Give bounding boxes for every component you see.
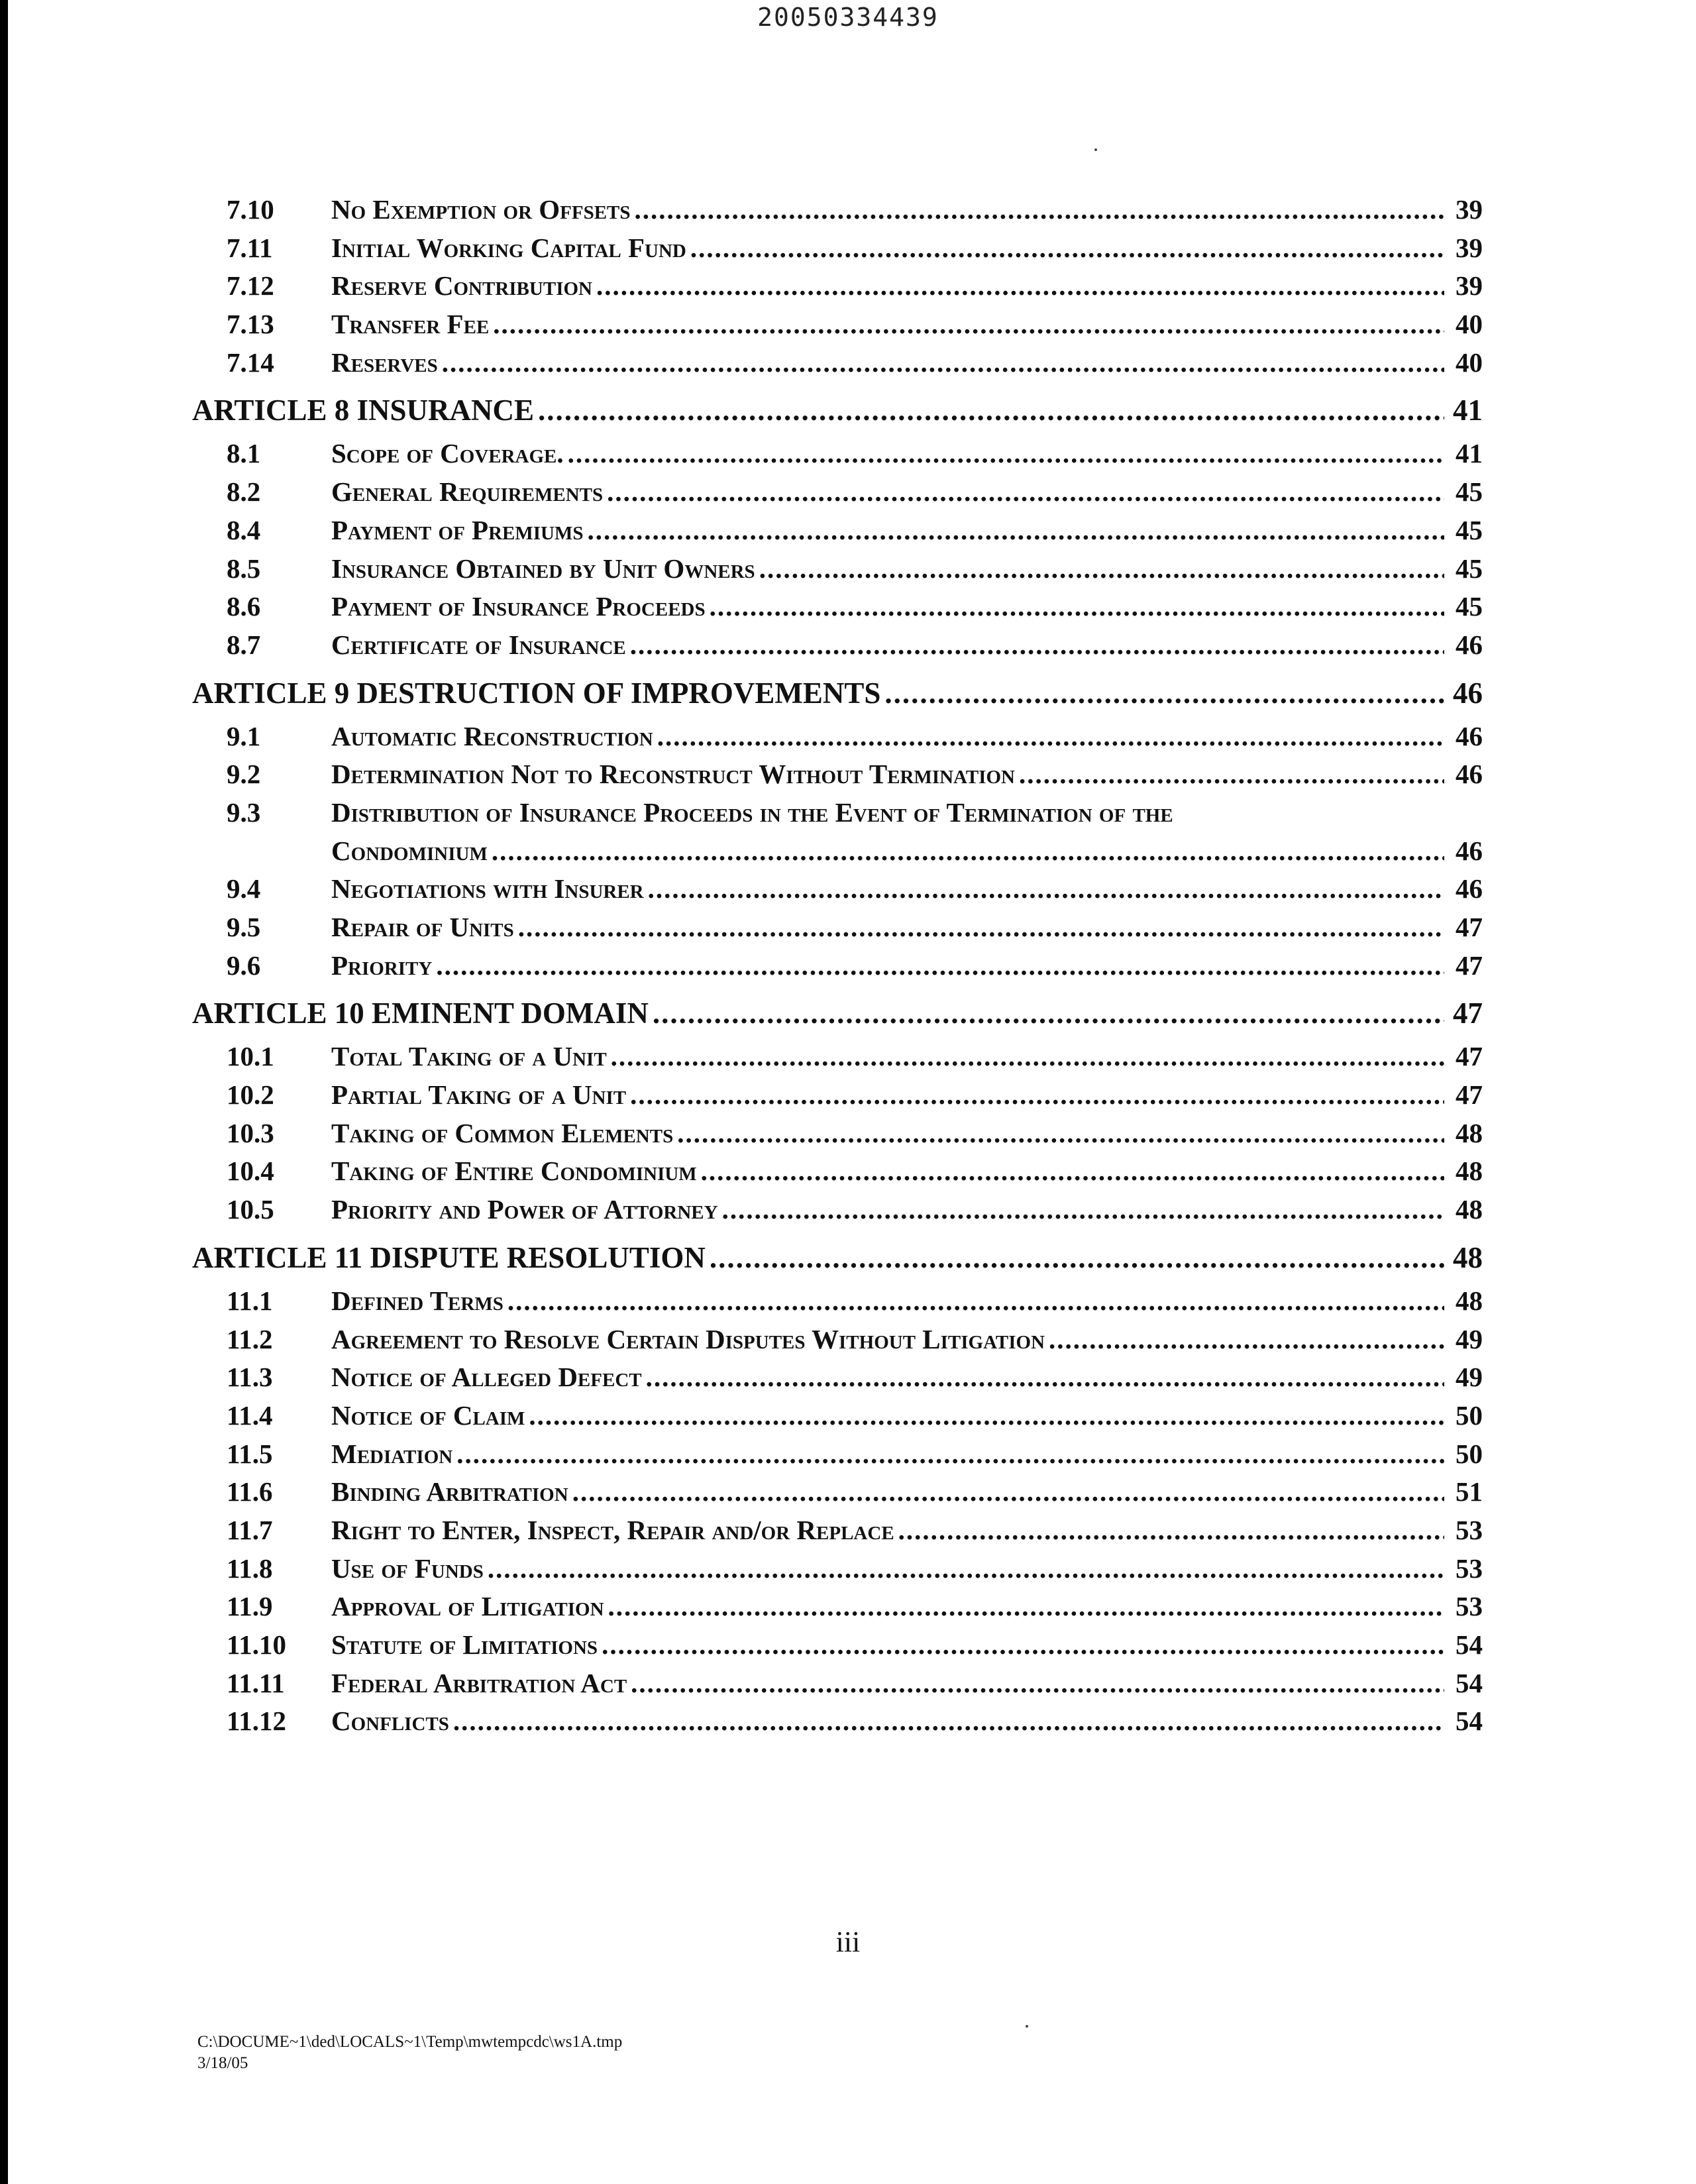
page-number: 54	[1456, 1667, 1483, 1698]
section-title: Transfer Fee	[331, 309, 490, 340]
section-title-line1: Distribution of Insurance Proceeds in the Event of Termination of the	[331, 796, 1173, 828]
toc-entry[interactable]	[192, 193, 1483, 232]
section-number: 7.10	[227, 194, 274, 225]
section-number: 8.4	[227, 514, 261, 545]
document-number: 20050334439	[757, 3, 939, 32]
section-title: No Exemption or Offsets	[331, 194, 631, 225]
page-number: 46	[1456, 835, 1483, 866]
section-title: Agreement to Resolve Certain Disputes Without Litigation	[331, 1323, 1045, 1354]
page-number: 41	[1456, 438, 1483, 469]
page-number-footer: iii	[835, 1926, 861, 1958]
dot-leader	[456, 1438, 1444, 1470]
section-number: 7.13	[227, 309, 274, 340]
toc-entry[interactable]	[192, 232, 1483, 270]
page-number: 48	[1456, 1117, 1483, 1148]
dot-leader	[518, 911, 1444, 943]
dot-leader	[608, 1590, 1444, 1622]
section-title: Reserve Contribution	[331, 270, 592, 301]
toc-entry[interactable]	[192, 514, 1483, 553]
section-title: Federal Arbitration Act	[331, 1667, 627, 1698]
dot-leader	[701, 1155, 1444, 1187]
section-title: Binding Arbitration	[331, 1476, 568, 1507]
toc-entry[interactable]	[192, 1476, 1483, 1514]
toc-article-entry[interactable]	[192, 676, 1483, 714]
toc-entry-multiline[interactable]	[192, 796, 1483, 835]
dot-leader	[596, 270, 1444, 301]
scan-speck	[1026, 2025, 1028, 2028]
section-title: Total Taking of a Unit	[331, 1041, 607, 1072]
dot-leader	[507, 1285, 1444, 1317]
section-title: Repair of Units	[331, 912, 514, 942]
dot-leader	[587, 514, 1444, 546]
toc-article-entry[interactable]	[192, 393, 1483, 431]
toc-entry[interactable]	[192, 911, 1483, 950]
section-number: 11.7	[227, 1514, 273, 1545]
section-number: 9.1	[227, 720, 261, 751]
page-number: 46	[1456, 759, 1483, 790]
toc-entry-continuation[interactable]	[192, 835, 1483, 873]
toc-entry[interactable]	[192, 1361, 1483, 1399]
article-title: ARTICLE 9 DESTRUCTION OF IMPROVEMENTS	[192, 676, 881, 710]
dot-leader	[653, 996, 1444, 1030]
toc-entry[interactable]	[192, 476, 1483, 514]
dot-leader	[646, 1361, 1444, 1393]
section-number: 11.5	[227, 1438, 273, 1469]
page-number: 53	[1456, 1514, 1483, 1545]
section-title: Initial Working Capital Fund	[331, 232, 686, 263]
page-number: 49	[1456, 1323, 1483, 1354]
page-number: 54	[1456, 1706, 1483, 1737]
page-number: 47	[1456, 1041, 1483, 1072]
toc-entry[interactable]	[192, 950, 1483, 988]
section-title: Determination Not to Reconstruct Without Termination	[331, 759, 1015, 790]
section-number: 11.3	[227, 1362, 273, 1393]
toc-entry[interactable]	[192, 629, 1483, 667]
section-title: Priority and Power of Attorney	[331, 1194, 718, 1225]
section-number: 11.9	[227, 1591, 273, 1622]
section-title: Mediation	[331, 1438, 453, 1469]
section-title: Priority	[331, 950, 433, 981]
page-number: 47	[1456, 912, 1483, 942]
toc-entry[interactable]	[192, 873, 1483, 911]
section-number: 11.12	[227, 1706, 286, 1737]
dot-leader	[607, 476, 1444, 508]
toc-entry[interactable]	[192, 1285, 1483, 1323]
dot-leader	[572, 1476, 1444, 1507]
section-title: Taking of Common Elements	[331, 1117, 674, 1148]
dot-leader	[568, 437, 1444, 469]
page-number: 47	[1456, 950, 1483, 981]
section-title-line2: Condominium	[331, 835, 488, 866]
toc-entry[interactable]	[192, 1040, 1483, 1079]
page-number: 48	[1456, 1285, 1483, 1316]
section-title: General Requirements	[331, 476, 604, 508]
section-number: 10.5	[227, 1194, 274, 1225]
section-title: Partial Taking of a Unit	[331, 1079, 627, 1111]
page-number: 50	[1456, 1438, 1483, 1469]
page-number: 54	[1456, 1629, 1483, 1660]
page-number: 41	[1453, 394, 1483, 427]
page-number: 46	[1453, 676, 1483, 710]
page-number: 45	[1456, 591, 1483, 622]
section-number: 8.6	[227, 591, 261, 622]
dot-leader	[436, 950, 1444, 981]
section-number: 8.5	[227, 553, 261, 584]
dot-leader	[442, 347, 1444, 378]
section-title: Approval of Litigation	[331, 1591, 604, 1622]
page-number: 40	[1456, 347, 1483, 378]
page-number: 48	[1453, 1240, 1483, 1274]
toc-entry[interactable]	[192, 347, 1483, 385]
dot-leader	[690, 232, 1444, 264]
section-number: 11.1	[227, 1285, 273, 1316]
section-number: 9.6	[227, 950, 261, 981]
toc-article-entry[interactable]	[192, 996, 1483, 1034]
section-number: 11.6	[227, 1476, 273, 1507]
section-number: 9.4	[227, 873, 261, 904]
page-number: 40	[1456, 309, 1483, 340]
section-number: 10.4	[227, 1156, 274, 1187]
table-of-contents	[192, 193, 1483, 1743]
section-title: Statute of Limitations	[331, 1629, 598, 1660]
page-number: 48	[1456, 1156, 1483, 1187]
page-number: 47	[1456, 1079, 1483, 1111]
page-number: 47	[1453, 997, 1483, 1030]
toc-entry[interactable]	[192, 1629, 1483, 1667]
section-number: 7.11	[227, 232, 273, 263]
section-title: Payment of Premiums	[331, 514, 584, 545]
page-number: 45	[1456, 553, 1483, 584]
scan-edge-bar	[0, 0, 8, 2184]
toc-entry[interactable]	[192, 1323, 1483, 1362]
section-title: Insurance Obtained by Unit Owners	[331, 553, 755, 584]
page-number: 46	[1456, 629, 1483, 660]
dot-leader	[677, 1117, 1444, 1149]
dot-leader	[1049, 1323, 1444, 1355]
article-title: ARTICLE 8 INSURANCE	[192, 394, 535, 427]
toc-entry[interactable]	[192, 1193, 1483, 1232]
dot-leader	[602, 1629, 1444, 1661]
dot-leader	[648, 873, 1444, 904]
section-title: Conflicts	[331, 1706, 449, 1737]
toc-entry[interactable]	[192, 553, 1483, 591]
dot-leader	[630, 1079, 1444, 1111]
article-title: ARTICLE 10 EMINENT DOMAIN	[192, 997, 649, 1030]
dot-leader	[722, 1193, 1444, 1225]
dot-leader	[492, 835, 1444, 867]
section-title: Negotiations with Insurer	[331, 873, 644, 904]
footer-file-info	[197, 2032, 622, 2074]
section-number: 8.7	[227, 629, 261, 660]
dot-leader	[884, 676, 1444, 710]
scan-speck	[1094, 148, 1097, 151]
toc-entry[interactable]	[192, 1399, 1483, 1438]
toc-entry[interactable]	[192, 1514, 1483, 1553]
dot-leader	[453, 1705, 1444, 1737]
toc-entry[interactable]	[192, 758, 1483, 796]
page-number: 46	[1456, 720, 1483, 751]
section-number: 8.2	[227, 476, 261, 508]
section-title: Notice of Alleged Defect	[331, 1362, 642, 1393]
page-number: 39	[1456, 232, 1483, 263]
toc-entry[interactable]	[192, 308, 1483, 347]
section-title: Certificate of Insurance	[331, 629, 626, 660]
section-title: Scope of Coverage.	[331, 438, 564, 469]
section-number: 7.12	[227, 270, 274, 301]
section-number: 7.14	[227, 347, 274, 378]
toc-entry[interactable]	[192, 720, 1483, 759]
page-number: 53	[1456, 1591, 1483, 1622]
dot-leader	[611, 1040, 1444, 1072]
dot-leader	[898, 1514, 1444, 1546]
section-number: 11.2	[227, 1323, 273, 1354]
section-title: Use of Funds	[331, 1553, 484, 1584]
dot-leader	[710, 590, 1444, 622]
dot-leader	[1019, 758, 1444, 790]
section-title: Automatic Reconstruction	[331, 720, 653, 751]
section-number: 9.5	[227, 912, 261, 942]
section-number: 10.3	[227, 1117, 274, 1148]
page-number: 39	[1456, 270, 1483, 301]
article-title: ARTICLE 11 DISPUTE RESOLUTION	[192, 1240, 706, 1274]
page-number: 45	[1456, 476, 1483, 508]
section-number: 11.11	[227, 1667, 285, 1698]
toc-entry[interactable]	[192, 437, 1483, 476]
section-title: Defined Terms	[331, 1285, 504, 1316]
toc-entry[interactable]	[192, 1438, 1483, 1476]
dot-leader	[759, 553, 1444, 584]
page-number: 48	[1456, 1194, 1483, 1225]
page-number: 49	[1456, 1362, 1483, 1393]
section-title: Right to Enter, Inspect, Repair and/or Replace	[331, 1514, 894, 1545]
section-number: 10.1	[227, 1041, 274, 1072]
dot-leader	[635, 193, 1444, 225]
section-number: 11.4	[227, 1399, 273, 1431]
section-number: 11.8	[227, 1553, 273, 1584]
section-number: 9.2	[227, 759, 261, 790]
toc-entry[interactable]	[192, 590, 1483, 629]
section-number: 10.2	[227, 1079, 274, 1111]
dot-leader	[493, 308, 1444, 340]
section-title: Taking of Entire Condominium	[331, 1156, 697, 1187]
toc-entry[interactable]	[192, 270, 1483, 308]
dot-leader	[488, 1553, 1444, 1584]
dot-leader	[538, 393, 1444, 427]
toc-entry[interactable]	[192, 1553, 1483, 1591]
section-title: Notice of Claim	[331, 1399, 525, 1431]
file-path: C:\DOCUME~1\ded\LOCALS~1\Temp\mwtempcdc\ws1A.tmp	[197, 2033, 623, 2051]
section-title: Reserves	[331, 347, 438, 378]
section-title: Payment of Insurance Proceeds	[331, 591, 706, 622]
dot-leader	[657, 720, 1444, 752]
toc-entry[interactable]	[192, 1079, 1483, 1117]
toc-entry[interactable]	[192, 1705, 1483, 1743]
dot-leader	[631, 1667, 1444, 1699]
toc-entry[interactable]	[192, 1667, 1483, 1706]
page-number: 45	[1456, 514, 1483, 545]
toc-entry[interactable]	[192, 1155, 1483, 1193]
dot-leader	[529, 1399, 1444, 1431]
toc-article-entry[interactable]	[192, 1240, 1483, 1278]
page-number: 50	[1456, 1399, 1483, 1431]
toc-entry[interactable]	[192, 1590, 1483, 1629]
page-number: 46	[1456, 873, 1483, 904]
page-number: 53	[1456, 1553, 1483, 1584]
section-number: 11.10	[227, 1629, 286, 1660]
dot-leader	[630, 629, 1444, 661]
toc-entry[interactable]	[192, 1117, 1483, 1156]
section-number: 9.3	[227, 796, 261, 828]
dot-leader	[710, 1240, 1444, 1275]
page-number: 39	[1456, 194, 1483, 225]
section-number: 8.1	[227, 438, 261, 469]
page-number: 51	[1456, 1476, 1483, 1507]
file-date: 3/18/05	[197, 2054, 248, 2072]
